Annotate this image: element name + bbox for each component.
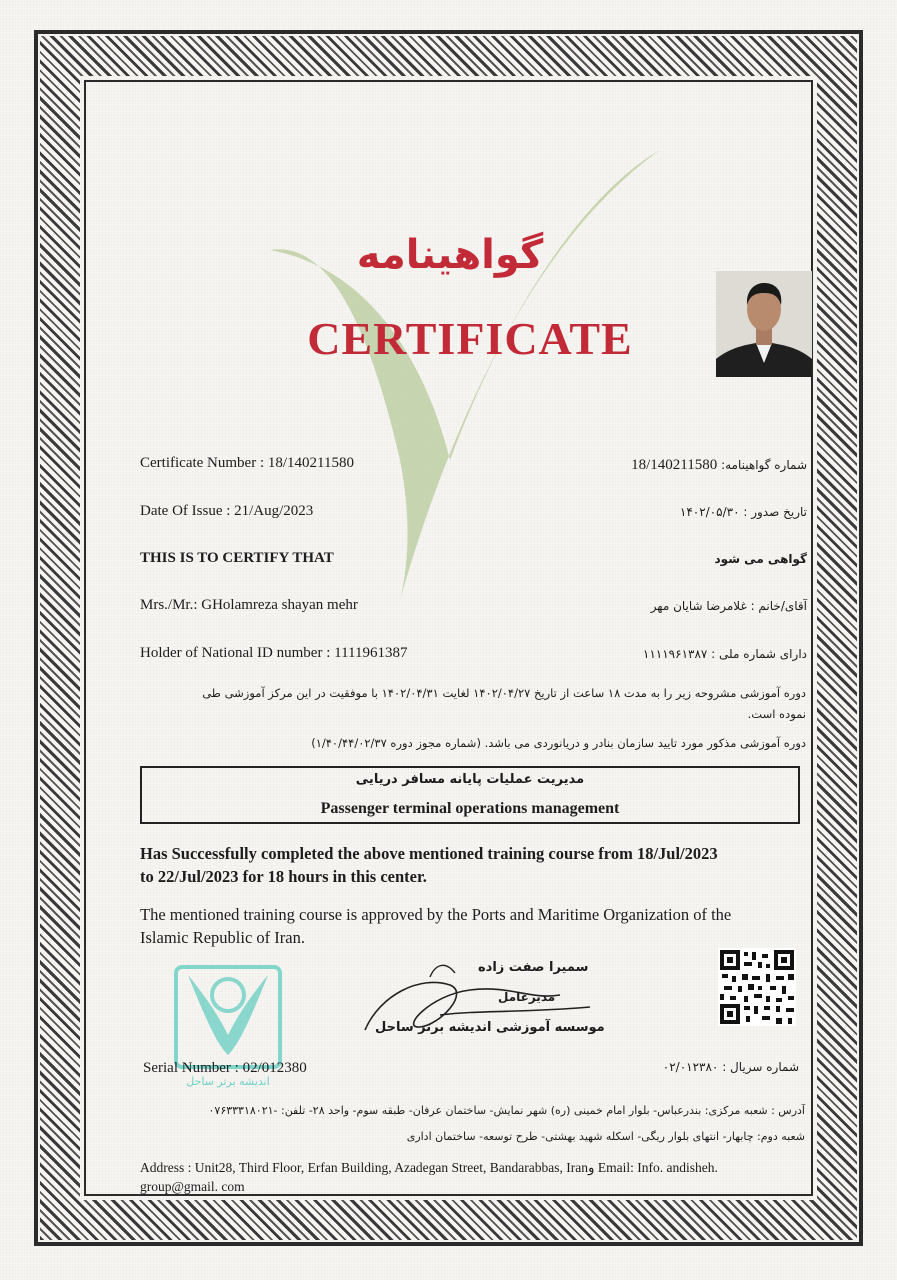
certificate-number-value: 18/140211580 xyxy=(267,455,354,471)
holder-label-fa: آقای/خانم : xyxy=(750,599,807,613)
course-approval-fa: دوره آموزشی مذکور مورد تایید سازمان بنادر و دریانوردی می باشد. (شماره مجوز دوره ۱/۴۰/۴۴/۰۲/۳۷) xyxy=(311,736,806,750)
course-description-fa-line2: نموده است. xyxy=(747,707,806,721)
national-id-label-fa: دارای شماره ملی : xyxy=(711,647,807,661)
certify-statement-fa: گواهی می شود xyxy=(714,552,807,566)
date-of-issue-en xyxy=(140,503,313,520)
course-name-en: Passenger terminal operations management xyxy=(320,800,620,817)
date-of-issue-fa xyxy=(680,505,807,519)
address-en xyxy=(140,1158,810,1196)
certificate-number-fa xyxy=(631,457,807,474)
address-fa-line1: آدرس : شعبه مرکزی: بندرعباس- بلوار امام خمینی (ره) شهر نمایش- ساختمان عرفان- طبقه سوم- واحد ۲۸- تلفن: -۰۷۶۳۳۳۱۸۰۲۱ xyxy=(208,1104,805,1117)
holder-name-fa-value: غلامرضا شایان مهر xyxy=(650,599,747,613)
course-description-fa-line1: دوره آموزشی مشروحه زیر را به مدت ۱۸ ساعت از تاریخ ۱۴۰۲/۰۴/۲۷ لغایت ۱۴۰۲/۰۴/۳۱ با موفقیت در این مرکز آموزشی طی xyxy=(202,686,806,700)
course-name-fa: مدیریت عملیات پایانه مسافر دریایی xyxy=(355,772,585,787)
address-fa-line2: شعبه دوم: چابهار- انتهای بلوار ریگی- اسکله شهید بهشتی- طرح توسعه- ساختمان اداری xyxy=(406,1130,805,1143)
date-of-issue-label-fa: تاریخ صدور : xyxy=(743,505,807,519)
serial-value-fa: ۰۲/۰۱۲۳۸۰ xyxy=(662,1060,719,1074)
holder-name: GHolamreza shayan mehr xyxy=(201,597,358,613)
serial-label-fa: شماره سریال : xyxy=(722,1060,799,1074)
serial-label: Serial Number : xyxy=(143,1060,239,1076)
date-of-issue-value-fa: ۱۴۰۲/۰۵/۳۰ xyxy=(679,505,740,519)
approval-line1: The mentioned training course is approved by the Ports and Maritime Organization of the xyxy=(140,905,732,924)
certificate-number-en xyxy=(140,455,354,472)
certificate-title-fa: گواهینامه xyxy=(356,232,544,278)
course-title-box xyxy=(140,766,800,824)
holder-name-en xyxy=(140,597,358,614)
signatory-role: مدیرعامل xyxy=(498,990,556,1004)
certificate-number-value-fa: 18/140211580 xyxy=(631,457,718,473)
date-of-issue-label: Date Of Issue : xyxy=(140,503,231,519)
certificate-title-en: CERTIFICATE xyxy=(307,313,633,364)
holder-name-fa xyxy=(651,599,807,613)
address-en-line2: group@gmail. com xyxy=(140,1179,245,1194)
certificate-number-label: Certificate Number : xyxy=(140,455,265,471)
national-id-value: 1111961387 xyxy=(334,645,408,661)
qr-code-icon xyxy=(718,948,796,1026)
completion-line2: to 22/Jul/2023 for 18 hours in this center. xyxy=(140,867,427,886)
signatory-name: سمیرا صفت زاده xyxy=(478,960,589,975)
completion-statement xyxy=(140,842,810,888)
serial-value: 02/012380 xyxy=(242,1060,307,1076)
national-id-label: Holder of National ID number : xyxy=(140,645,331,661)
national-id-en xyxy=(140,645,407,662)
certificate-number-label-fa: شماره گواهینامه: xyxy=(721,458,807,472)
holder-photo xyxy=(716,271,812,377)
holder-label: Mrs./Mr.: xyxy=(140,597,198,613)
date-of-issue-value: 21/Aug/2023 xyxy=(234,503,314,519)
completion-line1: Has Successfully completed the above mentioned training course from 18/Jul/2023 xyxy=(140,844,718,863)
national-id-value-fa: ۱۱۱۱۹۶۱۳۸۷ xyxy=(642,647,708,661)
serial-number-en xyxy=(143,1060,307,1077)
serial-number-fa xyxy=(663,1060,799,1074)
institute-name-fa: موسسه آموزشی اندیشه برتر ساحل xyxy=(375,1020,605,1035)
approval-line2: Islamic Republic of Iran. xyxy=(140,928,305,947)
address-en-line1: Address : Unit28, Third Floor, Erfan Building, Azadegan Street, Bandarabbas, Iranو Email: Info. andisheh. xyxy=(140,1160,718,1175)
approval-statement xyxy=(140,903,810,949)
checkmark-watermark-icon xyxy=(260,130,680,770)
certify-statement-en: THIS IS TO CERTIFY THAT xyxy=(140,550,334,566)
national-id-fa xyxy=(643,647,807,661)
logo-text: اندیشه برتر ساحل xyxy=(186,1075,270,1088)
